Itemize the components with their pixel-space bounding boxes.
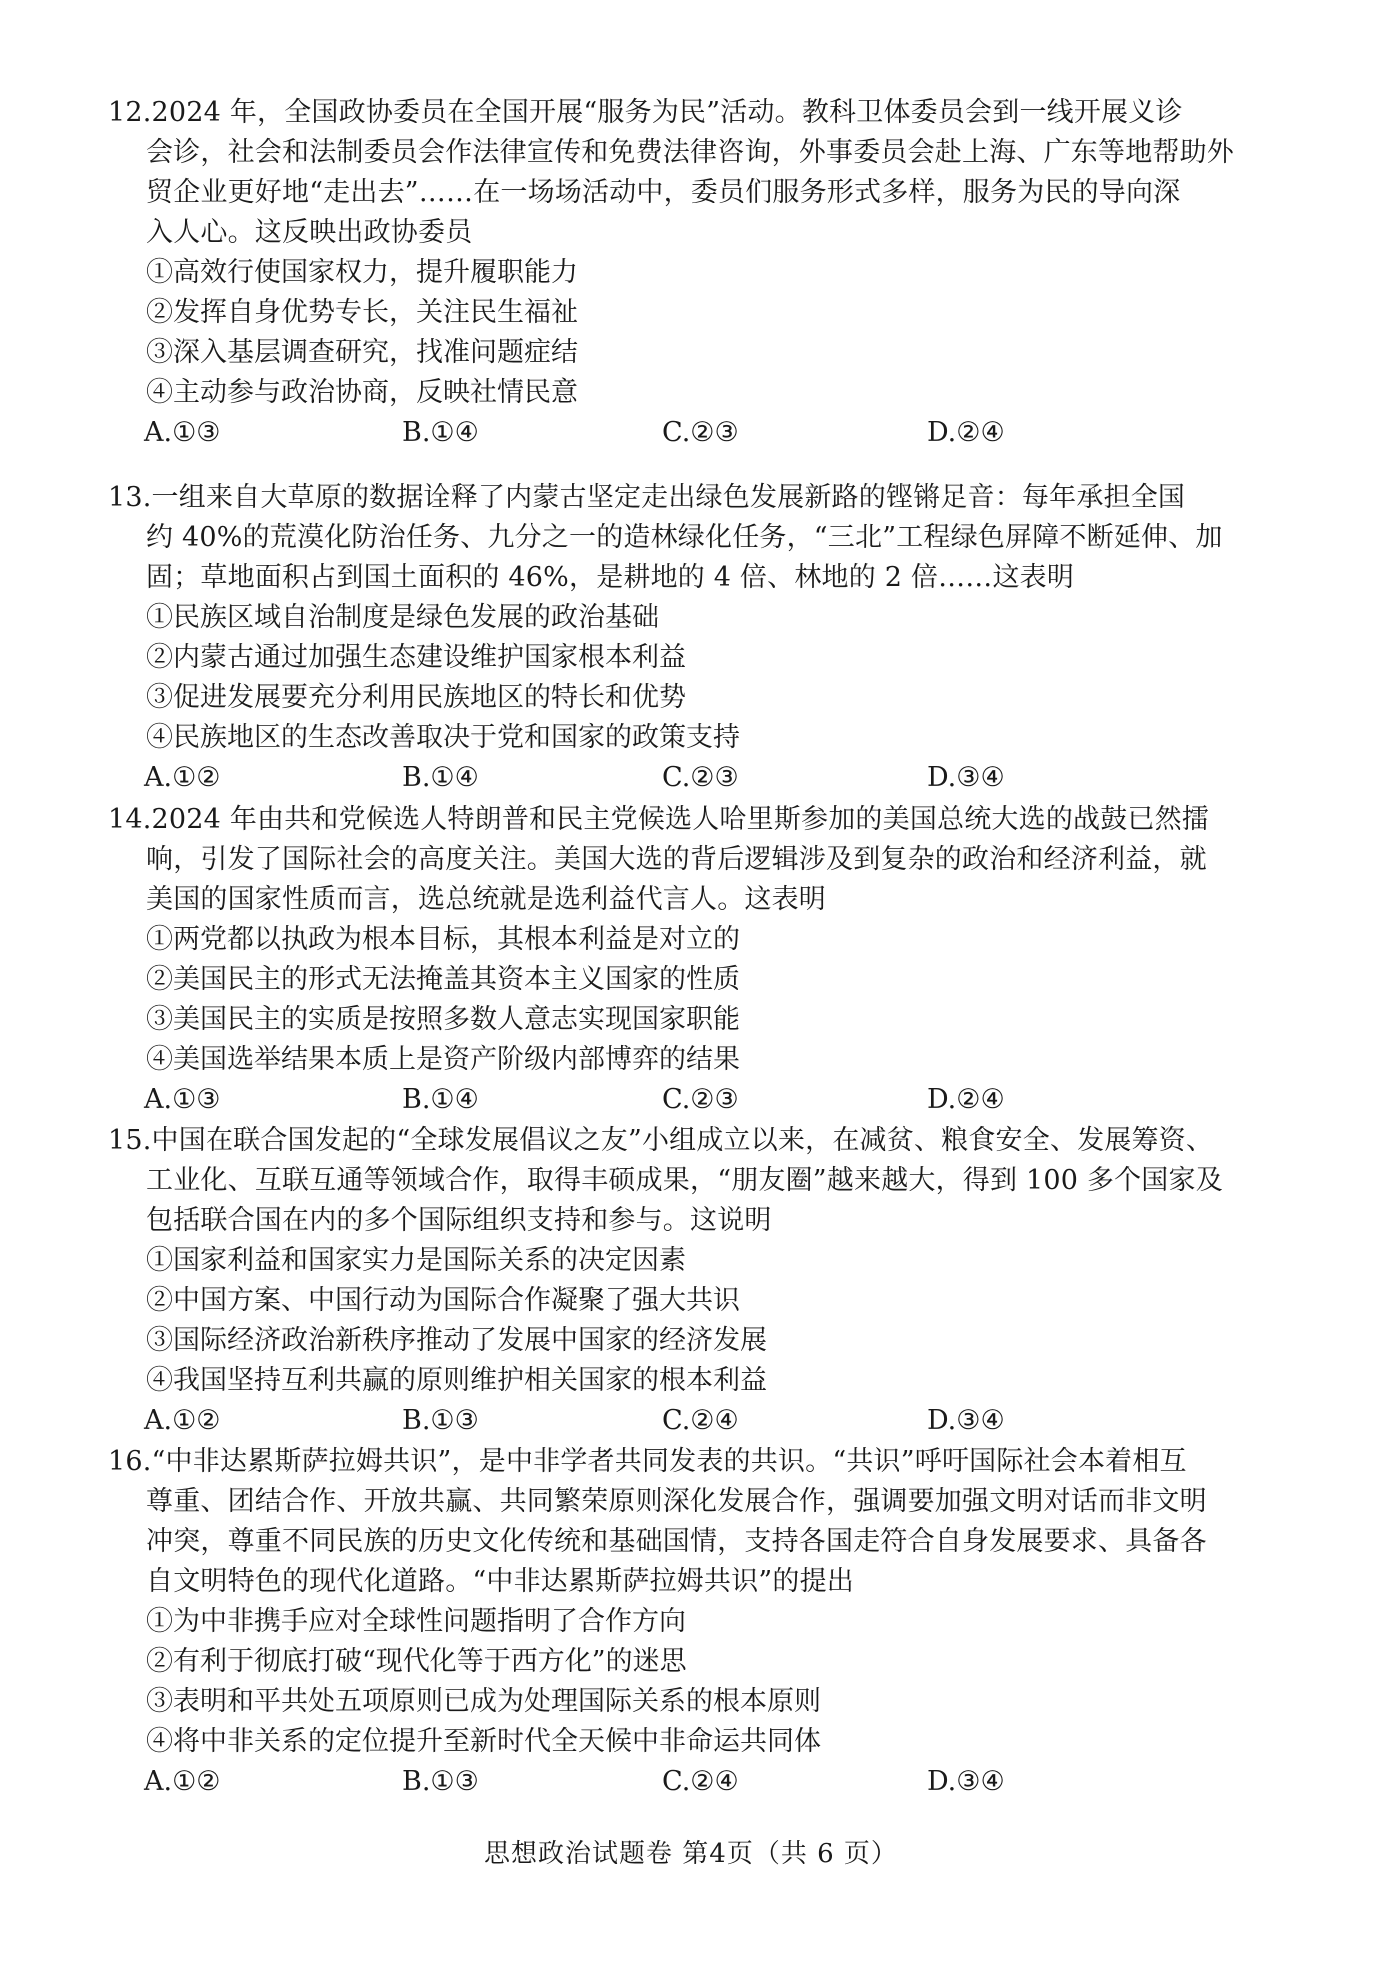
question-stem-line: 15.中国在联合国发起的“全球发展倡议之友”小组成立以来，在减贫、粮食安全、发展筹资、 (108, 1125, 1214, 1156)
answer-choices (108, 1762, 1288, 1802)
statement-option-2: ②发挥自身优势专长，关注民生福祉 (146, 297, 578, 328)
choice-a: A.①③ (144, 417, 221, 448)
statement-option-3: ③美国民主的实质是按照多数人意志实现国家职能 (146, 1004, 740, 1035)
statement-option-4: ④主动参与政治协商，反映社情民意 (146, 377, 578, 408)
choice-b: B.①③ (402, 1766, 479, 1797)
statement-option-3: ③深入基层调查研究，找准问题症结 (146, 337, 578, 368)
question-stem-line: 13.一组来自大草原的数据诠释了内蒙古坚定走出绿色发展新路的铿锵足音：每年承担全国 (108, 482, 1186, 513)
choice-a: A.①② (144, 1405, 221, 1436)
statement-option-2: ②有利于彻底打破“现代化等于西方化”的迷思 (146, 1646, 687, 1677)
statement-option-1: ①民族区域自治制度是绿色发展的政治基础 (146, 602, 659, 633)
statement-option-3: ③表明和平共处五项原则已成为处理国际关系的根本原则 (146, 1686, 821, 1717)
choice-d: D.③④ (927, 1405, 1005, 1436)
answer-choices (108, 1080, 1288, 1120)
choice-a: A.①③ (144, 1084, 221, 1115)
question-14 (108, 800, 1288, 1120)
choice-d: D.②④ (927, 417, 1005, 448)
choice-a: A.①② (144, 1766, 221, 1797)
statement-option-1: ①为中非携手应对全球性问题指明了合作方向 (146, 1606, 686, 1637)
choice-a: A.①② (144, 762, 221, 793)
statement-option-4: ④我国坚持互利共赢的原则维护相关国家的根本利益 (146, 1365, 767, 1396)
question-stem-line: 工业化、互联互通等领域合作，取得丰硕成果，“朋友圈”越来越大，得到 100 多个国家及 (146, 1165, 1223, 1196)
question-stem-line: 固；草地面积占到国土面积的 46%，是耕地的 4 倍、林地的 2 倍……这表明 (146, 562, 1075, 593)
answer-choices (108, 1401, 1288, 1441)
choice-c: C.②③ (662, 762, 739, 793)
statement-option-2: ②美国民主的形式无法掩盖其资本主义国家的性质 (146, 964, 740, 995)
question-stem-line: 约 40%的荒漠化防治任务、九分之一的造林绿化任务，“三北”工程绿色屏障不断延伸、加 (146, 522, 1223, 553)
question-stem-line: 美国的国家性质而言，选总统就是选利益代言人。这表明 (146, 884, 826, 915)
question-stem-line: 入人心。这反映出政协委员 (146, 217, 473, 248)
choice-c: C.②③ (662, 417, 739, 448)
question-15 (108, 1121, 1288, 1441)
statement-option-4: ④将中非关系的定位提升至新时代全天候中非命运共同体 (146, 1726, 821, 1757)
choice-b: B.①④ (402, 762, 479, 793)
answer-choices (108, 758, 1288, 798)
question-stem-line: 包括联合国在内的多个国际组织支持和参与。这说明 (146, 1205, 772, 1236)
statement-option-2: ②中国方案、中国行动为国际合作凝聚了强大共识 (146, 1285, 740, 1316)
choice-c: C.②④ (662, 1405, 739, 1436)
answer-choices (108, 413, 1288, 453)
question-stem-line: 自文明特色的现代化道路。“中非达累斯萨拉姆共识”的提出 (146, 1566, 855, 1597)
statement-option-1: ①两党都以执政为根本目标，其根本利益是对立的 (146, 924, 740, 955)
question-stem-line: 12.2024 年，全国政协委员在全国开展“服务为民”活动。教科卫体委员会到一线开展义诊 (108, 97, 1183, 128)
statement-option-3: ③国际经济政治新秩序推动了发展中国家的经济发展 (146, 1325, 767, 1356)
question-stem-line: 尊重、团结合作、开放共赢、共同繁荣原则深化发展合作，强调要加强文明对话而非文明 (146, 1486, 1207, 1517)
choice-d: D.③④ (927, 762, 1005, 793)
statement-option-3: ③促进发展要充分利用民族地区的特长和优势 (146, 682, 686, 713)
question-stem-line: 14.2024 年由共和党候选人特朗普和民主党候选人哈里斯参加的美国总统大选的战鼓已然擂 (108, 804, 1210, 835)
choice-c: C.②③ (662, 1084, 739, 1115)
question-13 (108, 478, 1288, 798)
statement-option-4: ④民族地区的生态改善取决于党和国家的政策支持 (146, 722, 740, 753)
statement-option-1: ①高效行使国家权力，提升履职能力 (146, 257, 578, 288)
statement-option-4: ④美国选举结果本质上是资产阶级内部博弈的结果 (146, 1044, 740, 1075)
choice-c: C.②④ (662, 1766, 739, 1797)
choice-d: D.②④ (927, 1084, 1005, 1115)
page-footer: 思想政治试题卷 第4页（共 6 页） (484, 1839, 898, 1869)
question-16 (108, 1442, 1288, 1802)
question-stem-line: 贸企业更好地“走出去”……在一场场活动中，委员们服务形式多样，服务为民的导向深 (146, 177, 1181, 208)
question-stem-line: 16.“中非达累斯萨拉姆共识”，是中非学者共同发表的共识。“共识”呼吁国际社会本着相互 (108, 1446, 1187, 1477)
question-12 (108, 93, 1288, 453)
question-stem-line: 响，引发了国际社会的高度关注。美国大选的背后逻辑涉及到复杂的政治和经济利益，就 (146, 844, 1207, 875)
question-stem-line: 会诊，社会和法制委员会作法律宣传和免费法律咨询，外事委员会赴上海、广东等地帮助外 (146, 137, 1234, 168)
question-stem-line: 冲突，尊重不同民族的历史文化传统和基础国情，支持各国走符合自身发展要求、具备各 (146, 1526, 1207, 1557)
statement-option-2: ②内蒙古通过加强生态建设维护国家根本利益 (146, 642, 686, 673)
choice-b: B.①③ (402, 1405, 479, 1436)
choice-b: B.①④ (402, 417, 479, 448)
statement-option-1: ①国家利益和国家实力是国际关系的决定因素 (146, 1245, 686, 1276)
choice-d: D.③④ (927, 1766, 1005, 1797)
choice-b: B.①④ (402, 1084, 479, 1115)
